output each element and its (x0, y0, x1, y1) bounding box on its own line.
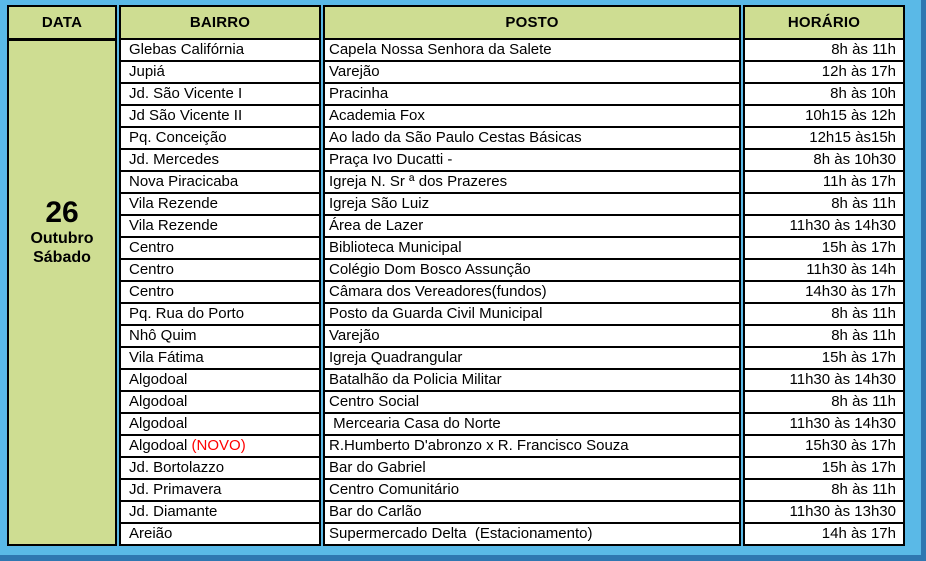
posto-cell: R.Humberto D'abronzo x R. Francisco Souza (323, 435, 741, 457)
table-row (7, 325, 905, 347)
horario-cell: 8h às 11h (743, 479, 905, 501)
table-row (7, 303, 905, 325)
horario-cell: 11h30 às 14h30 (743, 413, 905, 435)
bairro-cell: Jd. Bortolazzo (119, 457, 321, 479)
bairro-cell: Glebas Califórnia (119, 39, 321, 61)
table-row (7, 259, 905, 281)
table-row (7, 149, 905, 171)
table-row (7, 479, 905, 501)
table-row (7, 391, 905, 413)
posto-cell: Batalhão da Policia Militar (323, 369, 741, 391)
posto-cell: Bar do Gabriel (323, 457, 741, 479)
posto-cell: Supermercado Delta (Estacionamento) (323, 523, 741, 546)
table-row (7, 413, 905, 435)
posto-cell: Biblioteca Municipal (323, 237, 741, 259)
schedule-body (7, 39, 905, 546)
bairro-cell: Jd São Vicente II (119, 105, 321, 127)
bairro-cell: Pq. Rua do Porto (119, 303, 321, 325)
date-cell (7, 39, 117, 546)
horario-cell: 8h às 10h (743, 83, 905, 105)
bairro-cell: Pq. Conceição (119, 127, 321, 149)
bairro-cell: Nhô Quim (119, 325, 321, 347)
horario-cell: 12h às 17h (743, 61, 905, 83)
bairro-cell: Jd. Primavera (119, 479, 321, 501)
bairro-cell: Jd. Diamante (119, 501, 321, 523)
horario-cell: 8h às 11h (743, 391, 905, 413)
posto-cell: Área de Lazer (323, 215, 741, 237)
bairro-cell: Vila Fátima (119, 347, 321, 369)
bairro-cell: Areião (119, 523, 321, 546)
table-row (7, 61, 905, 83)
posto-cell: Bar do Carlão (323, 501, 741, 523)
posto-cell: Igreja São Luiz (323, 193, 741, 215)
date-month: Outubro (30, 230, 94, 247)
posto-cell: Igreja N. Sr ª dos Prazeres (323, 171, 741, 193)
horario-cell: 15h às 17h (743, 237, 905, 259)
horario-cell: 12h15 às15h (743, 127, 905, 149)
bairro-cell: Jd. Mercedes (119, 149, 321, 171)
bairro-cell: Algodoal (119, 391, 321, 413)
posto-cell: Igreja Quadrangular (323, 347, 741, 369)
schedule-table (5, 5, 907, 546)
horario-cell: 8h às 11h (743, 193, 905, 215)
date-weekday: Sábado (33, 249, 91, 266)
table-row (7, 237, 905, 259)
bairro-cell: Centro (119, 281, 321, 303)
table-row (7, 83, 905, 105)
horario-cell: 11h30 às 14h (743, 259, 905, 281)
posto-cell: Varejão (323, 61, 741, 83)
header-row (7, 5, 905, 39)
table-row (7, 501, 905, 523)
bairro-cell: Vila Rezende (119, 215, 321, 237)
horario-cell: 15h30 às 17h (743, 435, 905, 457)
table-row (7, 435, 905, 457)
date-day: 26 (45, 196, 79, 229)
bairro-cell: Centro (119, 237, 321, 259)
horario-cell: 15h às 17h (743, 457, 905, 479)
table-row (7, 523, 905, 546)
bairro-cell: Algodoal (119, 413, 321, 435)
col-header-horario: HORÁRIO (743, 5, 905, 39)
table-row (7, 193, 905, 215)
bairro-cell: Jupiá (119, 61, 321, 83)
posto-cell: Câmara dos Vereadores(fundos) (323, 281, 741, 303)
bairro-cell: Nova Piracicaba (119, 171, 321, 193)
bairro-cell: Algodoal (119, 369, 321, 391)
horario-cell: 11h às 17h (743, 171, 905, 193)
novo-badge: (NOVO) (187, 437, 246, 454)
horario-cell: 15h às 17h (743, 347, 905, 369)
horario-cell: 8h às 10h30 (743, 149, 905, 171)
horario-cell: 8h às 11h (743, 39, 905, 61)
posto-cell: Centro Social (323, 391, 741, 413)
posto-cell: Posto da Guarda Civil Municipal (323, 303, 741, 325)
horario-cell: 11h30 às 13h30 (743, 501, 905, 523)
table-row (7, 105, 905, 127)
col-header-bairro: BAIRRO (119, 5, 321, 39)
col-header-posto: POSTO (323, 5, 741, 39)
horario-cell: 11h30 às 14h30 (743, 369, 905, 391)
table-row (7, 369, 905, 391)
horario-cell: 10h15 às 12h (743, 105, 905, 127)
posto-cell: Academia Fox (323, 105, 741, 127)
bairro-cell: Jd. São Vicente I (119, 83, 321, 105)
bairro-cell: Centro (119, 259, 321, 281)
table-row (7, 215, 905, 237)
posto-cell: Centro Comunitário (323, 479, 741, 501)
posto-cell: Colégio Dom Bosco Assunção (323, 259, 741, 281)
table-row (7, 347, 905, 369)
posto-cell: Capela Nossa Senhora da Salete (323, 39, 741, 61)
posto-cell: Mercearia Casa do Norte (323, 413, 741, 435)
posto-cell: Praça Ivo Ducatti - (323, 149, 741, 171)
posto-cell: Ao lado da São Paulo Cestas Básicas (323, 127, 741, 149)
table-row (7, 457, 905, 479)
horario-cell: 8h às 11h (743, 303, 905, 325)
horario-cell: 14h30 às 17h (743, 281, 905, 303)
posto-cell: Pracinha (323, 83, 741, 105)
horario-cell: 14h às 17h (743, 523, 905, 546)
bairro-cell: Vila Rezende (119, 193, 321, 215)
table-row (7, 171, 905, 193)
horario-cell: 11h30 às 14h30 (743, 215, 905, 237)
horario-cell: 8h às 11h (743, 325, 905, 347)
col-header-data: DATA (7, 5, 117, 39)
table-row (7, 39, 905, 61)
table-row (7, 127, 905, 149)
table-row (7, 281, 905, 303)
bairro-cell: Algodoal (NOVO) (119, 435, 321, 457)
posto-cell: Varejão (323, 325, 741, 347)
